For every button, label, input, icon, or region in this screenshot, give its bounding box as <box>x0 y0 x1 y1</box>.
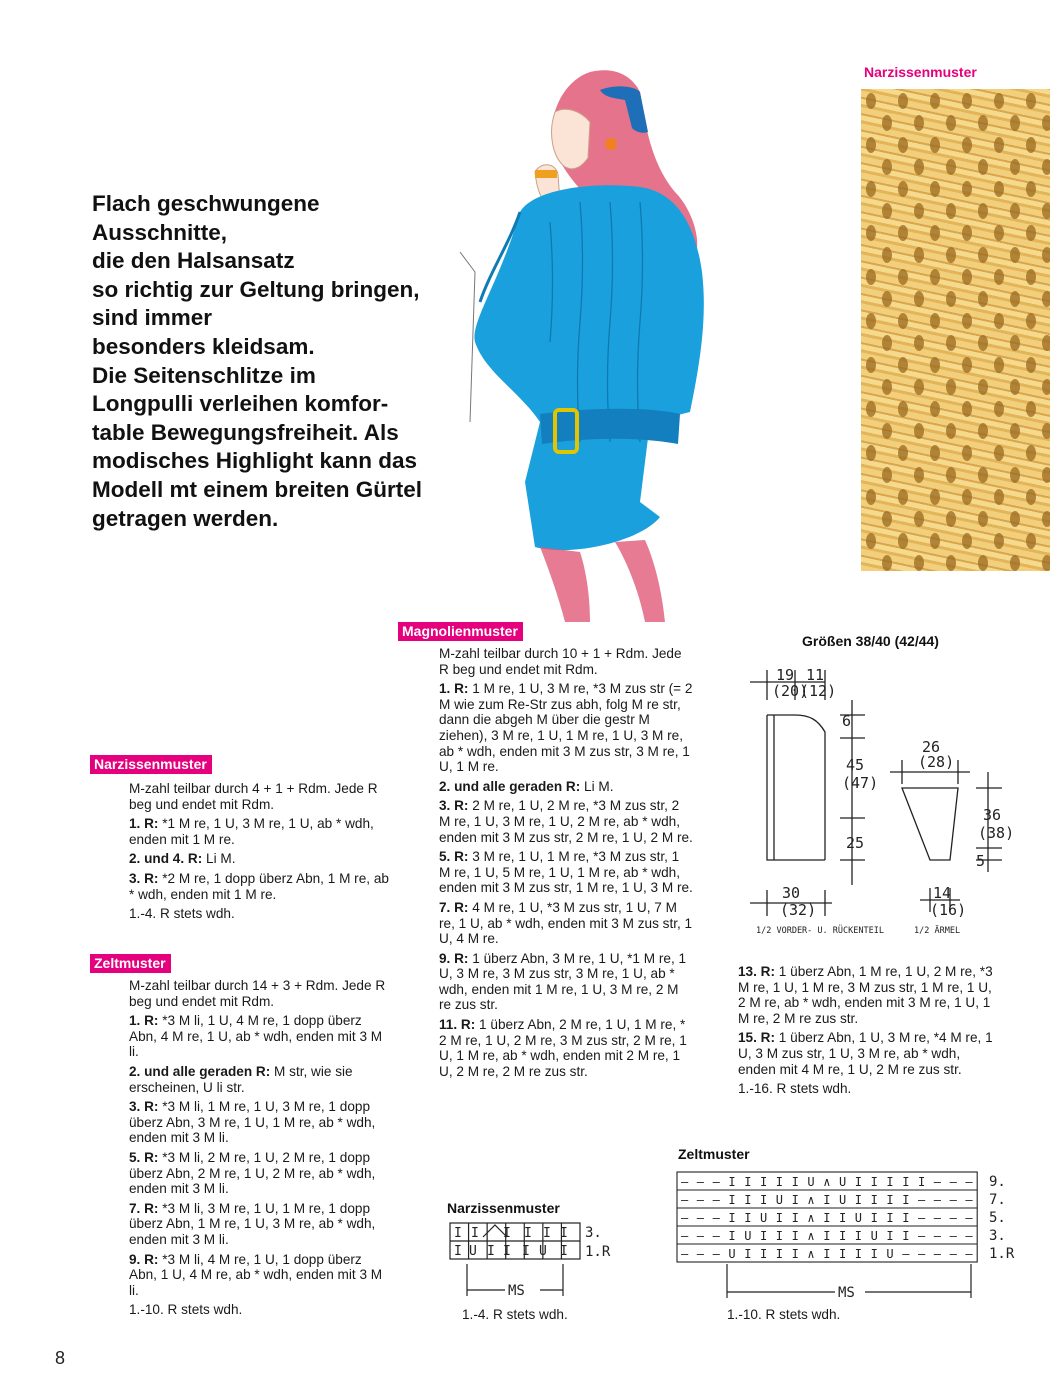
instruction-row: 3. R: *3 M li, 1 M re, 1 U, 3 M re, 1 dopp überz Abn, 3 M re, 1 U, 1 M re, ab * wdh, enden mit 3 M li. <box>129 1099 376 1146</box>
svg-text:I: I <box>823 1247 831 1261</box>
intro-line: Die Seitenschlitze im <box>92 362 316 388</box>
svg-text:I: I <box>503 1226 511 1241</box>
intro-line: die den Halsansatz <box>92 248 295 274</box>
instruction-row: 11. R: 1 überz Abn, 2 M re, 1 U, 1 M re, * 2 M re, 1 U, 2 M re, 3 M zus str, 2 M re, 1 U, 1 M re, ab * wdh, enden mit 2 M re, 1 U, 2 M re, 2 M re zus str. <box>439 1017 687 1079</box>
svg-text:—: — <box>696 1211 705 1225</box>
svg-text:I: I <box>823 1193 831 1207</box>
section-tag-narzissen: Narzissenmuster <box>90 755 212 774</box>
instruction-intro: M-zahl teilbar durch 10 + 1 + Rdm. Jede R beg und endet mit Rdm. <box>439 646 682 677</box>
svg-text:—: — <box>918 1229 926 1243</box>
svg-text:U: U <box>539 1244 547 1259</box>
svg-text:U: U <box>886 1247 894 1261</box>
intro-line: table Bewegungsfreiheit. Als <box>92 419 399 445</box>
svg-text:I: I <box>854 1175 863 1189</box>
svg-text:I: I <box>728 1193 736 1207</box>
measure-30: 30 <box>782 884 801 902</box>
measure-12: (12) <box>800 682 837 700</box>
svg-text:I: I <box>823 1211 831 1225</box>
instruction-row: 9. R: 1 überz Abn, 3 M re, 1 U, *1 M re, 1 U, 3 M re, 3 M zus str, 3 M re, 1 U, ab * wdh, enden mit 1 M re, 1 U, 3 M re, 2 M re zus str. <box>439 950 687 1013</box>
svg-text:—: — <box>681 1211 689 1225</box>
svg-text:U: U <box>807 1175 815 1189</box>
intro-line: modisches Highlight kann das <box>92 448 418 474</box>
svg-text:—: — <box>712 1193 720 1207</box>
svg-text:—: — <box>965 1193 973 1207</box>
instruction-row: 7. R: *3 M li, 3 M re, 1 U, 1 M re, 1 dopp überz Abn, 1 M re, 1 U, 3 M re, ab * wdh, enden mit 3 M li. <box>129 1200 376 1247</box>
svg-text:∧: ∧ <box>807 1229 815 1243</box>
svg-text:I: I <box>454 1226 462 1241</box>
svg-text:I: I <box>791 1175 799 1189</box>
row-label: 1.R <box>585 1244 611 1260</box>
measure-5: 5 <box>976 852 986 870</box>
svg-text:I: I <box>791 1229 799 1243</box>
zelt-instructions <box>129 978 391 1322</box>
intro-line: Modell mt einem breiten Gürtel <box>92 476 423 502</box>
svg-text:U: U <box>728 1247 736 1261</box>
svg-text:U: U <box>469 1244 477 1259</box>
svg-text:I: I <box>902 1175 910 1189</box>
garment-schematic <box>740 660 1020 945</box>
instruction-row: 1. R: *3 M li, 1 U, 4 M re, 1 dopp überz Abn, 4 M re, 1 U, ab * wdh, enden mit 3 M li. <box>129 1013 383 1060</box>
svg-text:—: — <box>696 1175 705 1189</box>
section-tag-zelt: Zeltmuster <box>90 954 171 973</box>
svg-text:—: — <box>712 1229 720 1243</box>
svg-text:—: — <box>949 1229 957 1243</box>
instruction-row: 9. R: *3 M li, 4 M re, 1 U, 1 dopp überz Abn, 1 U, 4 M re, ab * wdh, enden mit 3 M li. <box>129 1251 383 1298</box>
svg-text:—: — <box>965 1211 973 1225</box>
measure-25: 25 <box>846 834 865 852</box>
svg-text:—: — <box>965 1247 973 1261</box>
svg-text:I: I <box>839 1247 847 1261</box>
svg-text:I: I <box>744 1175 752 1189</box>
svg-text:—: — <box>933 1211 942 1225</box>
svg-text:I: I <box>839 1211 847 1225</box>
row-label: 3. <box>989 1228 1006 1244</box>
svg-text:I: I <box>728 1211 736 1225</box>
section-tag-magnolien: Magnolienmuster <box>398 622 523 641</box>
chart-title-zelt: Zeltmuster <box>678 1146 750 1162</box>
svg-text:I: I <box>543 1226 551 1241</box>
svg-text:I: I <box>503 1244 511 1259</box>
svg-text:∧: ∧ <box>807 1193 815 1207</box>
svg-text:I: I <box>886 1193 894 1207</box>
measure-26: 26 <box>922 738 941 756</box>
svg-text:U: U <box>839 1175 847 1189</box>
instruction-row: 7. R: 4 M re, 1 U, *3 M zus str, 1 U, 7 M re, 1 U, ab * wdh, enden mit 3 M zus str, 1 U, 4 M re. <box>439 899 693 947</box>
measure-14: 14 <box>933 884 952 902</box>
measure-32: (32) <box>780 901 817 919</box>
row-label: 1.R <box>989 1246 1015 1262</box>
svg-text:—: — <box>949 1175 957 1189</box>
svg-text:I: I <box>854 1247 863 1261</box>
lace-holes <box>861 89 1050 571</box>
magnolien-instructions <box>439 646 694 1083</box>
svg-text:—: — <box>933 1229 942 1243</box>
instruction-row: 1. R: *1 M re, 1 U, 3 M re, 1 U, ab * wdh, enden mit 1 M re. <box>129 816 374 847</box>
svg-text:I: I <box>918 1175 926 1189</box>
svg-text:—: — <box>965 1229 973 1243</box>
svg-text:U: U <box>870 1229 878 1243</box>
instruction-row: 15. R: 1 überz Abn, 1 U, 3 M re, *4 M re, 1 U, 3 M zus str, 1 U, 3 M re, ab * wdh, enden mit 4 M re, 1 U, 2 M re zus str. <box>738 1030 993 1077</box>
svg-text:—: — <box>681 1193 689 1207</box>
svg-text:I: I <box>760 1247 768 1261</box>
svg-text:U: U <box>744 1229 752 1243</box>
svg-text:I: I <box>524 1226 532 1241</box>
intro-text <box>92 190 462 533</box>
measure-6: 6 <box>842 712 852 730</box>
svg-text:I: I <box>902 1193 910 1207</box>
instruction-row: 3. R: 2 M re, 1 U, 2 M re, *3 M zus str, 2 M re, 1 U, 3 M re, 1 U, 2 M re, ab * wdh, enden mit 3 M zus str, 2 M re, 1 U, 2 M re. <box>439 798 693 845</box>
svg-text:—: — <box>933 1247 942 1261</box>
svg-text:—: — <box>918 1211 926 1225</box>
svg-text:I: I <box>854 1193 863 1207</box>
svg-text:I: I <box>902 1211 910 1225</box>
svg-text:I: I <box>823 1229 831 1243</box>
measure-45: 45 <box>846 756 865 774</box>
svg-text:I: I <box>760 1175 768 1189</box>
measure-28: (28) <box>918 753 955 771</box>
measure-16: (16) <box>930 901 967 919</box>
repeat-note: 1.-16. R stets wdh. <box>738 1081 852 1097</box>
svg-text:I: I <box>839 1229 847 1243</box>
svg-text:I: I <box>775 1211 784 1225</box>
instruction-row: 2. und alle geraden R: Li M. <box>439 778 614 794</box>
svg-text:—: — <box>949 1247 957 1261</box>
intro-line: sind immer <box>92 305 213 331</box>
svg-text:I: I <box>775 1247 784 1261</box>
svg-text:I: I <box>791 1247 799 1261</box>
svg-text:—: — <box>949 1193 957 1207</box>
instruction-row: 5. R: *3 M li, 2 M re, 1 U, 2 M re, 1 dopp überz Abn, 2 M re, 1 U, 2 M re, ab * wdh, enden mit 3 M li. <box>129 1149 376 1197</box>
measure-38: (38) <box>978 824 1015 842</box>
svg-text:—: — <box>696 1193 705 1207</box>
measure-36: 36 <box>983 806 1002 824</box>
svg-text:I: I <box>744 1211 752 1225</box>
svg-text:—: — <box>965 1175 973 1189</box>
narzissen-instructions <box>129 781 391 926</box>
svg-text:—: — <box>696 1229 705 1243</box>
repeat-note: 1.-4. R stets wdh. <box>129 906 235 922</box>
svg-text:I: I <box>775 1229 784 1243</box>
svg-text:—: — <box>681 1229 689 1243</box>
narzissen-symbols <box>454 1225 568 1259</box>
svg-text:I: I <box>902 1229 910 1243</box>
svg-text:U: U <box>839 1193 847 1207</box>
svg-text:∧: ∧ <box>807 1247 815 1261</box>
chart-title-narzissen: Narzissenmuster <box>447 1200 560 1216</box>
instruction-intro: M-zahl teilbar durch 14 + 3 + Rdm. Jede R beg und endet mit Rdm. <box>129 978 386 1009</box>
svg-text:I: I <box>775 1175 784 1189</box>
narzissen-chart <box>445 1218 615 1303</box>
page-number: 8 <box>55 1348 66 1368</box>
instruction-row: 1. R: 1 M re, 1 U, 3 M re, *3 M zus str (= 2 M wie zum Re-Str zus abh, folg M re str, dann die abgeh M über die gestr M ziehen), 3 M re, 1 U, 1 M re, 1 U, 3 M re, ab * wdh, enden mit 3 M zus str, 3 M re, 1 U, 1 M re. <box>439 681 693 775</box>
measure-47: (47) <box>842 774 879 792</box>
svg-text:—: — <box>712 1211 720 1225</box>
swatch-photo <box>861 89 1050 571</box>
intro-line: Flach geschwungene <box>92 191 320 216</box>
front-back-label: 1/2 VORDER- U. RÜCKENTEIL <box>756 926 884 936</box>
svg-text:I: I <box>791 1193 799 1207</box>
svg-text:I: I <box>870 1175 878 1189</box>
svg-text:U: U <box>760 1211 768 1225</box>
svg-text:I: I <box>870 1211 878 1225</box>
ms-label: MS <box>508 1283 525 1299</box>
photo-caption: Narzissenmuster <box>864 64 977 80</box>
instruction-row: 5. R: 3 M re, 1 U, 1 M re, *3 M zus str, 1 M re, 1 U, 5 M re, 1 U, 1 M re, ab * wdh, enden mit 3 M zus str, 1 M re, 1 U, 3 M re. <box>439 849 693 896</box>
svg-text:I: I <box>728 1229 736 1243</box>
instruction-row: 2. und alle geraden R: M str, wie sie erscheinen, U li str. <box>129 1063 353 1095</box>
instruction-row: 3. R: *2 M re, 1 dopp überz Abn, 1 M re, ab * wdh, enden mit 1 M re. <box>129 870 389 902</box>
svg-text:—: — <box>933 1175 942 1189</box>
svg-text:—: — <box>918 1193 926 1207</box>
svg-text:I: I <box>744 1193 752 1207</box>
measure-20: (20) <box>772 682 809 700</box>
svg-text:U: U <box>775 1193 784 1207</box>
svg-text:I: I <box>487 1244 495 1259</box>
svg-text:I: I <box>728 1175 736 1189</box>
svg-text:I: I <box>471 1226 479 1241</box>
svg-text:—: — <box>696 1247 705 1261</box>
svg-text:I: I <box>454 1244 462 1259</box>
svg-text:—: — <box>712 1247 720 1261</box>
row-label: 3. <box>585 1225 602 1241</box>
instruction-intro: M-zahl teilbar durch 4 + 1 + Rdm. Jede R beg und endet mit Rdm. <box>129 781 378 812</box>
repeat-note: 1.-10. R stets wdh. <box>129 1302 243 1318</box>
measure-19: 19 <box>776 666 795 684</box>
svg-text:I: I <box>870 1193 878 1207</box>
svg-text:I: I <box>854 1229 863 1243</box>
svg-text:—: — <box>681 1247 689 1261</box>
svg-text:I: I <box>886 1211 894 1225</box>
intro-line: so richtig zur Geltung bringen, <box>92 276 420 302</box>
intro-line: besonders kleidsam. <box>92 333 315 359</box>
svg-text:—: — <box>681 1175 689 1189</box>
svg-text:I: I <box>886 1175 894 1189</box>
svg-text:∧: ∧ <box>807 1211 815 1225</box>
sleeve-label: 1/2 ÄRMEL <box>914 926 961 936</box>
svg-text:—: — <box>902 1247 910 1261</box>
intro-line: getragen werden. <box>92 505 279 531</box>
intro-line: Longpulli verleihen komfor- <box>92 391 389 417</box>
svg-text:—: — <box>712 1175 720 1189</box>
row-label: 5. <box>989 1210 1006 1226</box>
ms-label: MS <box>838 1285 855 1301</box>
svg-text:I: I <box>870 1247 878 1261</box>
instruction-row: 13. R: 1 überz Abn, 1 M re, 1 U, 2 M re, *3 M re, 1 U, 1 M re, 3 M zus str, 1 M re, 1 U, 2 M re, ab * wdh, enden mit 3 M re, 1 U, 1 M re, 2 M re zus str. <box>738 964 993 1026</box>
row-label: 9. <box>989 1174 1006 1190</box>
svg-text:I: I <box>560 1244 568 1259</box>
svg-text:—: — <box>933 1193 942 1207</box>
magnolien-instructions-continued <box>738 964 994 1101</box>
svg-text:I: I <box>760 1229 768 1243</box>
intro-line: Ausschnitte, <box>92 219 228 245</box>
svg-text:I: I <box>791 1211 799 1225</box>
svg-text:I: I <box>744 1247 752 1261</box>
narzissen-chart-repeat: 1.-4. R stets wdh. <box>462 1307 568 1322</box>
size-title: Größen 38/40 (42/44) <box>802 633 939 649</box>
schematic-measurements <box>772 666 1014 919</box>
measure-11: 11 <box>806 666 825 684</box>
instruction-row: 2. und 4. R: Li M. <box>129 851 236 867</box>
zelt-chart <box>675 1164 1015 1304</box>
svg-text:I: I <box>886 1229 894 1243</box>
svg-text:I: I <box>760 1193 768 1207</box>
svg-text:I: I <box>560 1226 568 1241</box>
row-label: 7. <box>989 1192 1006 1208</box>
zelt-chart-repeat: 1.-10. R stets wdh. <box>727 1307 841 1322</box>
svg-text:—: — <box>918 1247 926 1261</box>
fashion-illustration <box>440 62 800 622</box>
svg-text:∧: ∧ <box>823 1175 831 1189</box>
svg-text:U: U <box>854 1211 863 1225</box>
svg-text:—: — <box>949 1211 957 1225</box>
svg-text:I: I <box>522 1244 530 1259</box>
